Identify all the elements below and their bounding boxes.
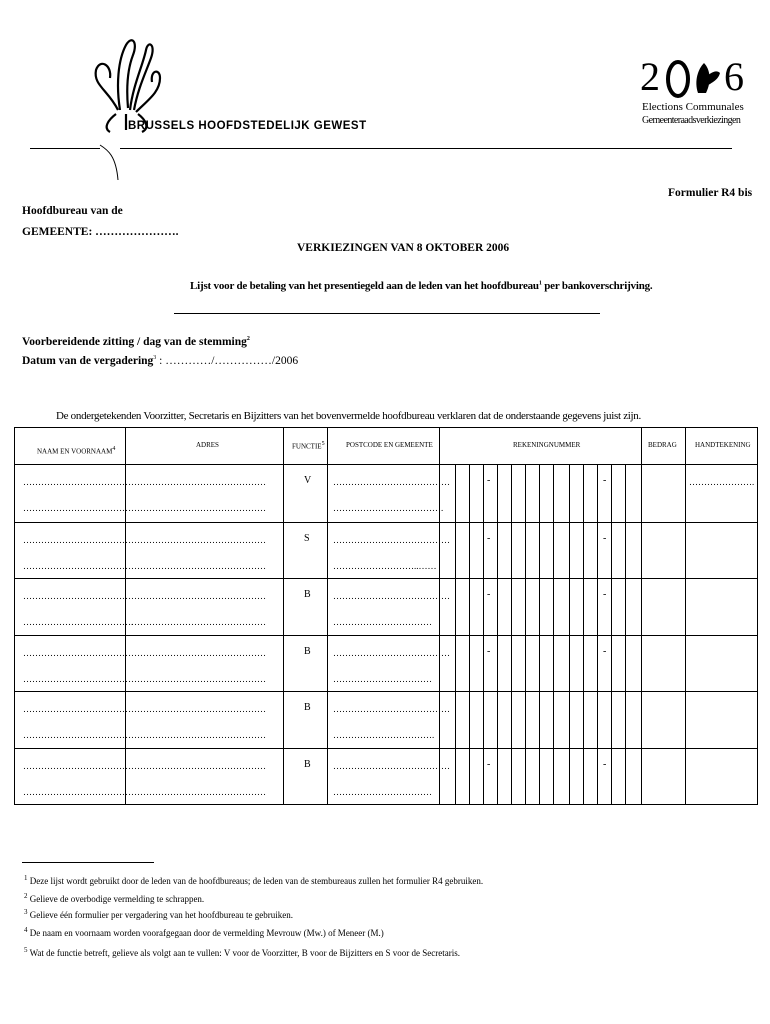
header-address: ADRES [196,441,219,449]
header-rule [120,148,732,149]
table-body [15,428,757,804]
name-field[interactable]: ……………………………… [23,648,131,658]
footnote-number: 4 [24,926,28,934]
account-separator: - [487,589,491,600]
session-field [22,336,250,348]
name-field[interactable]: ……………………………… [23,704,131,714]
logo-digit-6: 6 [724,54,744,99]
function-code: B [304,646,311,657]
footnote-text: Gelieve de overbodige vermelding te schrappen. [27,894,205,904]
date-label: Datum van de vergadering [22,355,154,367]
subtitle-text: Lijst voor de betaling van het presentiegeld aan de leden van het hoofdbureau [190,280,539,292]
account-separator: - [603,589,607,600]
header-postcode: POSTCODE EN GEMEENTE [346,441,433,449]
address-field[interactable]: ……………………………………… [131,648,266,658]
address-field[interactable]: ……………………………………… [131,535,266,545]
region-name: BRUSSELS HOOFDSTEDELIJK GEWEST [128,120,367,132]
name-field[interactable]: ………………………………. [23,617,134,627]
footnote-item [24,946,460,958]
account-separator: - [603,759,607,770]
footnote-item [24,874,483,886]
zero-iris-icon [664,59,726,99]
account-separator: - [487,475,491,486]
header-function-text: FUNCTIE [292,442,322,451]
postcode-field[interactable]: ……………………………. [333,730,435,740]
footnote-ref: 3 [153,355,157,362]
account-separator: - [487,646,491,657]
header-rule [30,148,100,149]
account-separator: - [603,646,607,657]
footnote-text: Wat de functie betreft, gelieve als volgt aan te vullen: V voor de Voorzitter, B voor de Bijzitters en S voor de Secretaris. [27,948,460,958]
account-separator: - [487,533,491,544]
footnote-text: Gelieve één formulier per vergadering van het hoofdbureau te gebruiken. [27,910,293,920]
postcode-field[interactable]: ………………………………… [333,648,450,658]
name-field[interactable]: ……………………………… [23,761,131,771]
postcode-field[interactable]: ………………………………… [333,535,450,545]
postcode-field[interactable]: …………………………… [333,787,432,797]
account-separator: - [603,533,607,544]
municipality-field: GEMEENTE: …………………. [22,226,179,238]
address-field[interactable]: ……………………………………… [131,477,266,487]
footnote-ref: 5 [321,441,325,447]
footnote-item [24,926,384,938]
page-title: VERKIEZINGEN VAN 8 OKTOBER 2006 [297,242,510,254]
signature-field[interactable]: …………………. [689,477,755,487]
address-field[interactable]: ……………………………………… [131,730,266,740]
footnote-number: 2 [24,892,28,900]
address-field[interactable]: ……………………………………… [131,503,266,513]
office-label: Hoofdbureau van de [22,205,123,217]
account-separator: - [603,475,607,486]
name-field[interactable]: ……………………………… [23,674,131,684]
postcode-field[interactable]: …………………………… [333,617,432,627]
address-field[interactable]: ……………………………………… [131,591,266,601]
form-id: Formulier R4 bis [668,187,753,199]
postcode-field[interactable]: ………………………………… [333,704,450,714]
footnote-item [24,892,204,904]
address-field[interactable]: ……………………………………… [131,787,266,797]
date-value: : …………/……………/2006 [156,355,299,367]
name-field[interactable]: ……………………………… [23,477,131,487]
header-signature: HANDTEKENING [695,441,751,449]
page-subtitle [190,280,652,292]
postcode-field[interactable]: ………………………………… [333,761,450,771]
postcode-field[interactable]: ………………………………. [333,503,444,513]
footnote-number: 3 [24,908,28,916]
address-field[interactable]: ……………………………………… [131,761,266,771]
function-code: S [304,533,310,544]
logo-line-1: Elections Communales [642,101,744,113]
header-amount: BEDRAG [648,441,677,449]
brussels-region-logo [88,30,367,140]
account-separator: - [487,759,491,770]
footnote-number: 5 [24,946,28,954]
name-field[interactable]: ……………………………… [23,591,131,601]
name-field[interactable]: ……………………………… [23,787,131,797]
address-field[interactable]: ……………………………………… [131,561,266,571]
header-name-text: NAAM EN VOORNAAM [37,447,113,456]
elections-2006-logo [640,55,750,140]
footnote-item [24,908,293,920]
declaration-text: De ondergetekenden Voorzitter, Secretaris en Bijzitters van het bovenvermelde hoofdbureau verklaren dat de onderstaande gegevens juist zijn. [56,410,641,422]
name-field[interactable]: ……………………………… [23,535,131,545]
address-field[interactable]: ……………………………………… [131,617,266,627]
postcode-field[interactable]: ………………………………… [333,591,450,601]
logo-digit-2: 2 [640,54,660,99]
header-flourish [98,140,126,185]
postcode-field[interactable]: ………………………..…… [333,561,437,571]
function-code: B [304,759,311,770]
footnote-text: De naam en voornaam worden voorafgegaan door de vermelding Mevrouw (Mw.) of Meneer (M.) [27,928,384,938]
postcode-field[interactable]: …………………………… [333,674,432,684]
logo-line-2: Gemeenteraadsverkiezingen [642,115,741,126]
function-code: V [304,475,312,486]
footnote-number: 1 [24,874,28,882]
date-field [22,355,298,367]
footnote-ref: 1 [538,280,542,287]
footnote-separator [22,862,154,863]
postcode-field[interactable]: ………………………………… [333,477,450,487]
function-code: B [304,589,311,600]
footnote-text: Deze lijst wordt gebruikt door de leden van de hoofdbureaus; de leden van de stembureaus zullen het formulier R4 gebruiken. [27,876,484,886]
footnote-ref: 4 [112,446,116,452]
session-label: Voorbereidende zitting / dag van de stemming [22,336,247,348]
title-underline [174,313,600,314]
name-field[interactable]: ……………………………… [23,730,131,740]
header-account: REKENINGNUMMER [513,441,581,449]
function-code: B [304,702,311,713]
address-field[interactable]: ……………………………………… [131,674,266,684]
name-field[interactable]: ……………………………… [23,503,131,513]
subtitle-text-end: per bankoverschrijving. [541,280,653,292]
footnote-ref: 2 [246,336,250,343]
name-field[interactable]: ……………………………… [23,561,131,571]
address-field[interactable]: ……………………………………… [131,704,266,714]
members-table [14,427,758,805]
